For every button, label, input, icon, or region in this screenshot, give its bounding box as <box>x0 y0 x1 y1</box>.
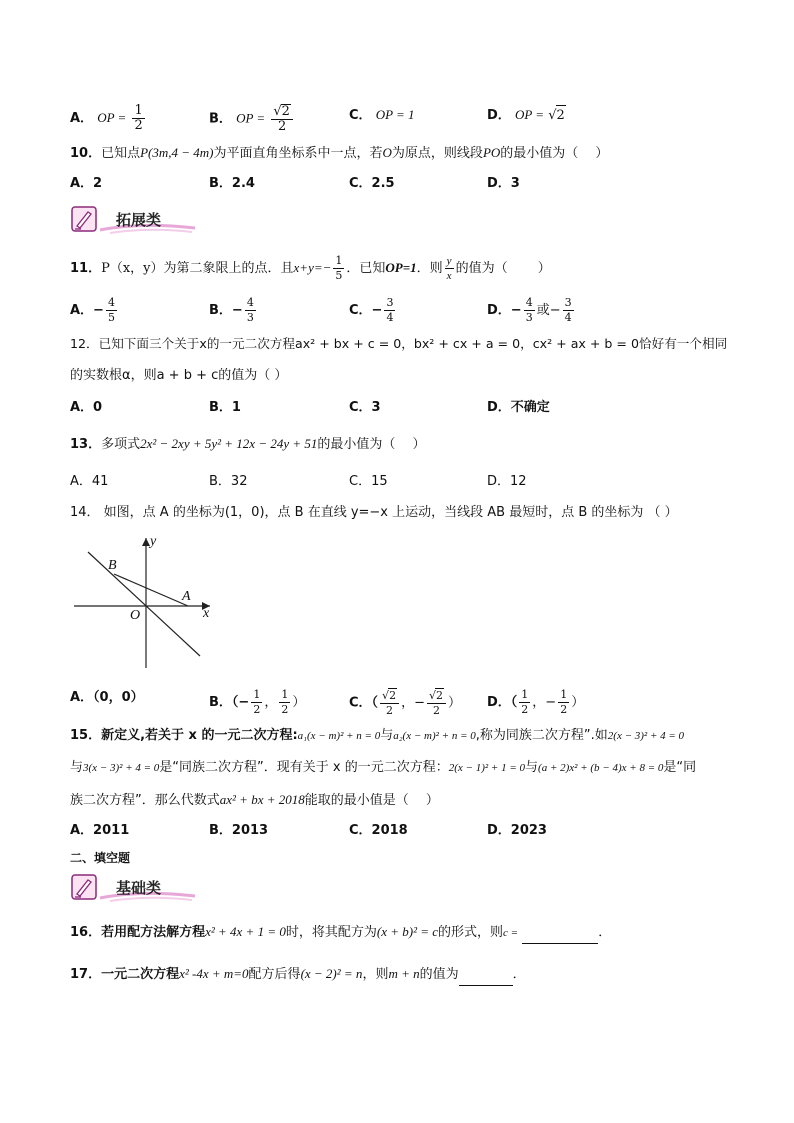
q12-option-c: C．3 <box>349 400 381 415</box>
question-10: 10．已知点P(3m,4 − 4m)为平面直角坐标系中一点，若O为原点，则线段PO的最小值为（ ） <box>70 145 609 161</box>
coordinate-diagram <box>70 532 220 672</box>
q12-option-d: D．不确定 <box>487 400 550 415</box>
section-heading-fill-in: 二、填空题 <box>70 851 131 865</box>
q10-option-c: C．2.5 <box>349 176 395 191</box>
q13-option-b: B．32 <box>209 474 248 489</box>
fig-label-a: A <box>182 589 191 604</box>
q14-option-d: D．（ $\frac{1}{2}$ ，− $\frac{1}{2}$ ） <box>487 688 585 716</box>
section-title: 拓展类 <box>116 211 162 229</box>
question-17: 17．一元二次方程x² -4x + m=0配方后得(x − 2)² = n，则m + n的值为 ． <box>70 964 526 986</box>
q10-option-b: B．2.4 <box>209 176 255 191</box>
section-title: 基础类 <box>116 879 162 897</box>
q13-option-c: C．15 <box>349 474 388 489</box>
q9-option-c: C． OP = 1 <box>349 107 415 123</box>
fraction: $\frac{1}{2}$ <box>134 103 143 133</box>
q11-option-c: C．− $\frac{3}{4}$ <box>349 296 394 324</box>
fig-label-y: y <box>150 534 157 549</box>
q15-option-c: C．2018 <box>349 823 408 838</box>
q15-option-b: B．2013 <box>209 823 269 838</box>
q14-option-a: A．（0，0） <box>70 690 144 705</box>
q9-option-a: A． OP = $\frac{1}{2}$ <box>70 103 143 133</box>
q13-option-d: D．12 <box>487 474 527 489</box>
answer-blank[interactable] <box>522 923 598 944</box>
question-12-line-1: 12．已知下面三个关于x的一元二次方程ax² + bx + c = 0，bx² + cx + a = 0，cx² + ax + b = 0恰好有一个相同 <box>70 336 728 351</box>
question-14: 14． 如图，点 A 的坐标为(1，0)，点 B 在直线 y=−x 上运动，当线段 AB 最短时，点 B 的坐标为 （ ） <box>70 505 678 520</box>
fig-label-o: O <box>130 608 141 623</box>
question-12-line-2: 的实数根α，则a + b + c的值为（ ） <box>70 368 288 383</box>
section-banner-extension <box>70 204 200 236</box>
question-11: 11．P（x，y）为第二象限上的点．且x+y=− $\frac{1}{5}$ ．已知OP=1．则 $\frac{y}{x}$ 的值为（ ） <box>70 254 551 282</box>
q11-option-d: D．− $\frac{4}{3}$ 或− $\frac{3}{4}$ <box>487 296 572 324</box>
fig-label-b: B <box>108 558 117 573</box>
question-13: 13．多项式2x² − 2xy + 5y² + 12x − 24y + 51的最小值为（ ） <box>70 436 426 452</box>
q12-option-a: A．0 <box>70 400 103 415</box>
q9-option-b: B． OP = $\frac{√2}{2}$ <box>209 104 295 134</box>
question-15-line-3: 族二次方程”．那么代数式ax² + bx + 2018能取的最小值是（ ） <box>70 792 439 808</box>
q12-option-b: B．1 <box>209 400 241 415</box>
question-16: 16．若用配方法解方程x² + 4x + 1 = 0时，将其配方为(x + b)² = c的形式，则c = ． <box>70 922 611 944</box>
q9-option-d: D． OP = √2 <box>487 105 566 126</box>
segment-ab <box>114 574 188 606</box>
q14-option-b: B．（− $\frac{1}{2}$ ， $\frac{1}{2}$ ） <box>209 688 306 716</box>
answer-blank[interactable] <box>459 965 513 986</box>
q11-option-b: B．− $\frac{4}{3}$ <box>209 296 254 324</box>
q10-option-a: A．2 <box>70 176 103 191</box>
q13-option-a: A．41 <box>70 474 109 489</box>
q15-option-a: A．2011 <box>70 823 130 838</box>
q14-figure <box>70 532 220 672</box>
q10-option-d: D．3 <box>487 176 520 191</box>
question-15-line-2: 与3(x − 3)² + 4 = 0是“同族二次方程”．现有关于 x 的一元二次方程：2(x − 1)² + 1 = 0与(a + 2)x² + (b − 4)x + 8 = 0是“同 <box>70 760 697 775</box>
q15-option-d: D．2023 <box>487 823 547 838</box>
question-15-line-1: 15．新定义,若关于 x 的一元二次方程:a₁(x − m)² + n = 0与a₂(x − m)² + n = 0,称为同族二次方程”.如2(x − 3)² + 4 = 0 <box>70 728 685 743</box>
fraction: $\frac{√2}{2}$ <box>271 104 293 134</box>
q14-option-c: C．（ $\frac{√2}{2}$ ，− $\frac{√2}{2}$ ） <box>349 689 461 717</box>
fig-label-x: x <box>203 606 210 621</box>
section-banner-basic <box>70 872 200 904</box>
y-axis-arrow <box>142 538 150 546</box>
q11-option-a: A．− $\frac{4}{5}$ <box>70 296 115 324</box>
